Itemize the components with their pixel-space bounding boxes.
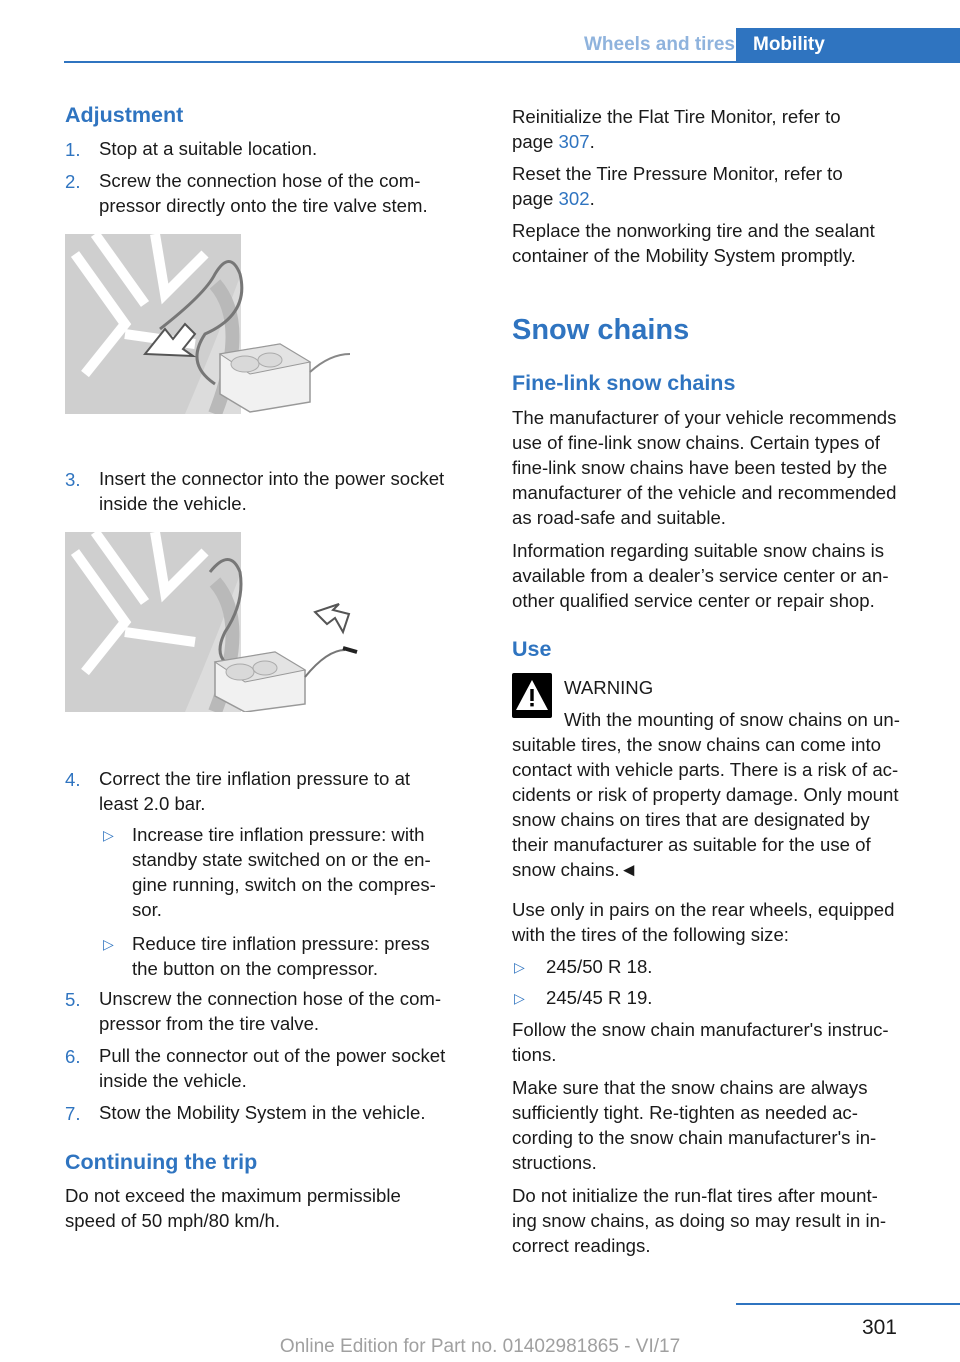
noinit-text: ing snow chains, as doing so may result in in- — [512, 1210, 887, 1231]
continuing-text: Do not exceed the maximum permissible — [65, 1185, 401, 1206]
noinit-text: Do not initialize the run-flat tires after mount- — [512, 1185, 878, 1206]
warning-text: With the mounting of snow chains on un- — [564, 709, 900, 730]
step-number: 4. — [65, 769, 81, 790]
warning-label: WARNING — [564, 677, 654, 698]
tight-text: sufficiently tight. Re-tighten as needed ac- — [512, 1102, 858, 1123]
tight-text: cording to the snow chain manufacturer's in- — [512, 1127, 877, 1148]
substep-text: Increase tire inflation pressure: with — [132, 824, 425, 845]
page-link-302[interactable]: 302 — [558, 188, 590, 209]
substep-text: the button on the compressor. — [132, 958, 379, 979]
warning-icon — [512, 673, 552, 718]
step-text: Screw the connection hose of the com- — [99, 170, 421, 191]
triangle-bullet-icon: ▷ — [514, 990, 525, 1006]
step-text: pressor from the tire valve. — [99, 1013, 320, 1034]
warning-text: cidents or risk of property damage. Only mount — [512, 784, 899, 805]
page-number: 301 — [861, 1316, 897, 1339]
fine-text: manufacturer of the vehicle and recommended — [512, 482, 897, 503]
step-text: pressor directly onto the tire valve stem. — [99, 195, 428, 216]
substep-text: sor. — [132, 899, 162, 920]
step-number: 1. — [65, 139, 81, 160]
step-text: Unscrew the connection hose of the com- — [99, 988, 442, 1009]
substep-text: standby state switched on or the en- — [132, 849, 431, 870]
size-text: 245/45 R 19. — [546, 987, 653, 1008]
substep-text: Reduce tire inflation pressure: press — [132, 933, 430, 954]
footer-rule — [736, 1303, 960, 1305]
step-text: inside the vehicle. — [99, 493, 247, 514]
page-link-307[interactable]: 307 — [558, 131, 590, 152]
warning-text: snow chains on tires that are designated by — [512, 809, 870, 830]
use-heading: Use — [512, 637, 552, 661]
pairs-text: with the tires of the following size: — [512, 924, 789, 945]
fine-text: fine-link snow chains have been tested by the — [512, 457, 888, 478]
step-text: Insert the connector into the power socket — [99, 468, 445, 489]
warning-text: snow chains.◄ — [512, 859, 638, 880]
noinit-text: correct readings. — [512, 1235, 651, 1256]
reset-page-ref — [512, 186, 595, 211]
fine-text: use of fine-link snow chains. Certain types of — [512, 432, 880, 453]
reinit-text: Reinitialize the Flat Tire Monitor, refer to — [512, 106, 841, 127]
fine-link-heading: Fine-link snow chains — [512, 371, 736, 395]
step-text: Correct the tire inflation pressure to at — [99, 768, 411, 789]
triangle-bullet-icon: ▷ — [103, 936, 114, 952]
step-text: Pull the connector out of the power socket — [99, 1045, 446, 1066]
continuing-text: speed of 50 mph/80 km/h. — [65, 1210, 280, 1231]
step-text: Stop at a suitable location. — [99, 138, 318, 159]
adjustment-heading: Adjustment — [65, 103, 184, 127]
step-number: 7. — [65, 1103, 81, 1124]
header-rule — [64, 61, 960, 63]
pairs-text: Use only in pairs on the rear wheels, equipped — [512, 899, 895, 920]
step-number: 3. — [65, 469, 81, 490]
step-number: 2. — [65, 171, 81, 192]
warning-text: contact with vehicle parts. There is a risk of ac- — [512, 759, 899, 780]
warning-text: their manufacturer as suitable for the use of — [512, 834, 871, 855]
snow-chains-heading: Snow chains — [512, 314, 690, 346]
info-text: other qualified service center or repair shop. — [512, 590, 875, 611]
compressor-connector-illustration — [65, 532, 365, 712]
continuing-heading: Continuing the trip — [65, 1150, 258, 1174]
tight-text: structions. — [512, 1152, 597, 1173]
page-prefix: page — [512, 131, 559, 152]
warning-text: suitable tires, the snow chains can come into — [512, 734, 881, 755]
fine-text: The manufacturer of your vehicle recommends — [512, 407, 897, 428]
info-text: Information regarding suitable snow chains is — [512, 540, 885, 561]
compressor-valve-illustration — [65, 234, 365, 414]
step-text: inside the vehicle. — [99, 1070, 247, 1091]
replace-text: container of the Mobility System promptly. — [512, 245, 856, 266]
size-text: 245/50 R 18. — [546, 956, 653, 977]
edition-footer: Online Edition for Part no. 01402981865 - VI/17 — [279, 1336, 681, 1357]
header-chapter-tab: Mobility — [736, 28, 960, 61]
reset-text: Reset the Tire Pressure Monitor, refer to — [512, 163, 843, 184]
step-number: 6. — [65, 1046, 81, 1067]
info-text: available from a dealer’s service center or an- — [512, 565, 889, 586]
step-text: Stow the Mobility System in the vehicle. — [99, 1102, 426, 1123]
reinit-page-ref — [512, 129, 595, 154]
replace-text: Replace the nonworking tire and the sealant — [512, 220, 875, 241]
triangle-bullet-icon: ▷ — [103, 827, 114, 843]
step-number: 5. — [65, 989, 81, 1010]
step-text: least 2.0 bar. — [99, 793, 206, 814]
follow-text: tions. — [512, 1044, 557, 1065]
follow-text: Follow the snow chain manufacturer's instruc- — [512, 1019, 889, 1040]
page-suffix: . — [589, 131, 595, 152]
page-suffix: . — [589, 188, 595, 209]
substep-text: gine running, switch on the compres- — [132, 874, 436, 895]
header-section-title: Wheels and tires — [584, 34, 735, 55]
fine-text: as road-safe and suitable. — [512, 507, 726, 528]
tight-text: Make sure that the snow chains are always — [512, 1077, 868, 1098]
page-prefix: page — [512, 188, 559, 209]
triangle-bullet-icon: ▷ — [514, 959, 525, 975]
